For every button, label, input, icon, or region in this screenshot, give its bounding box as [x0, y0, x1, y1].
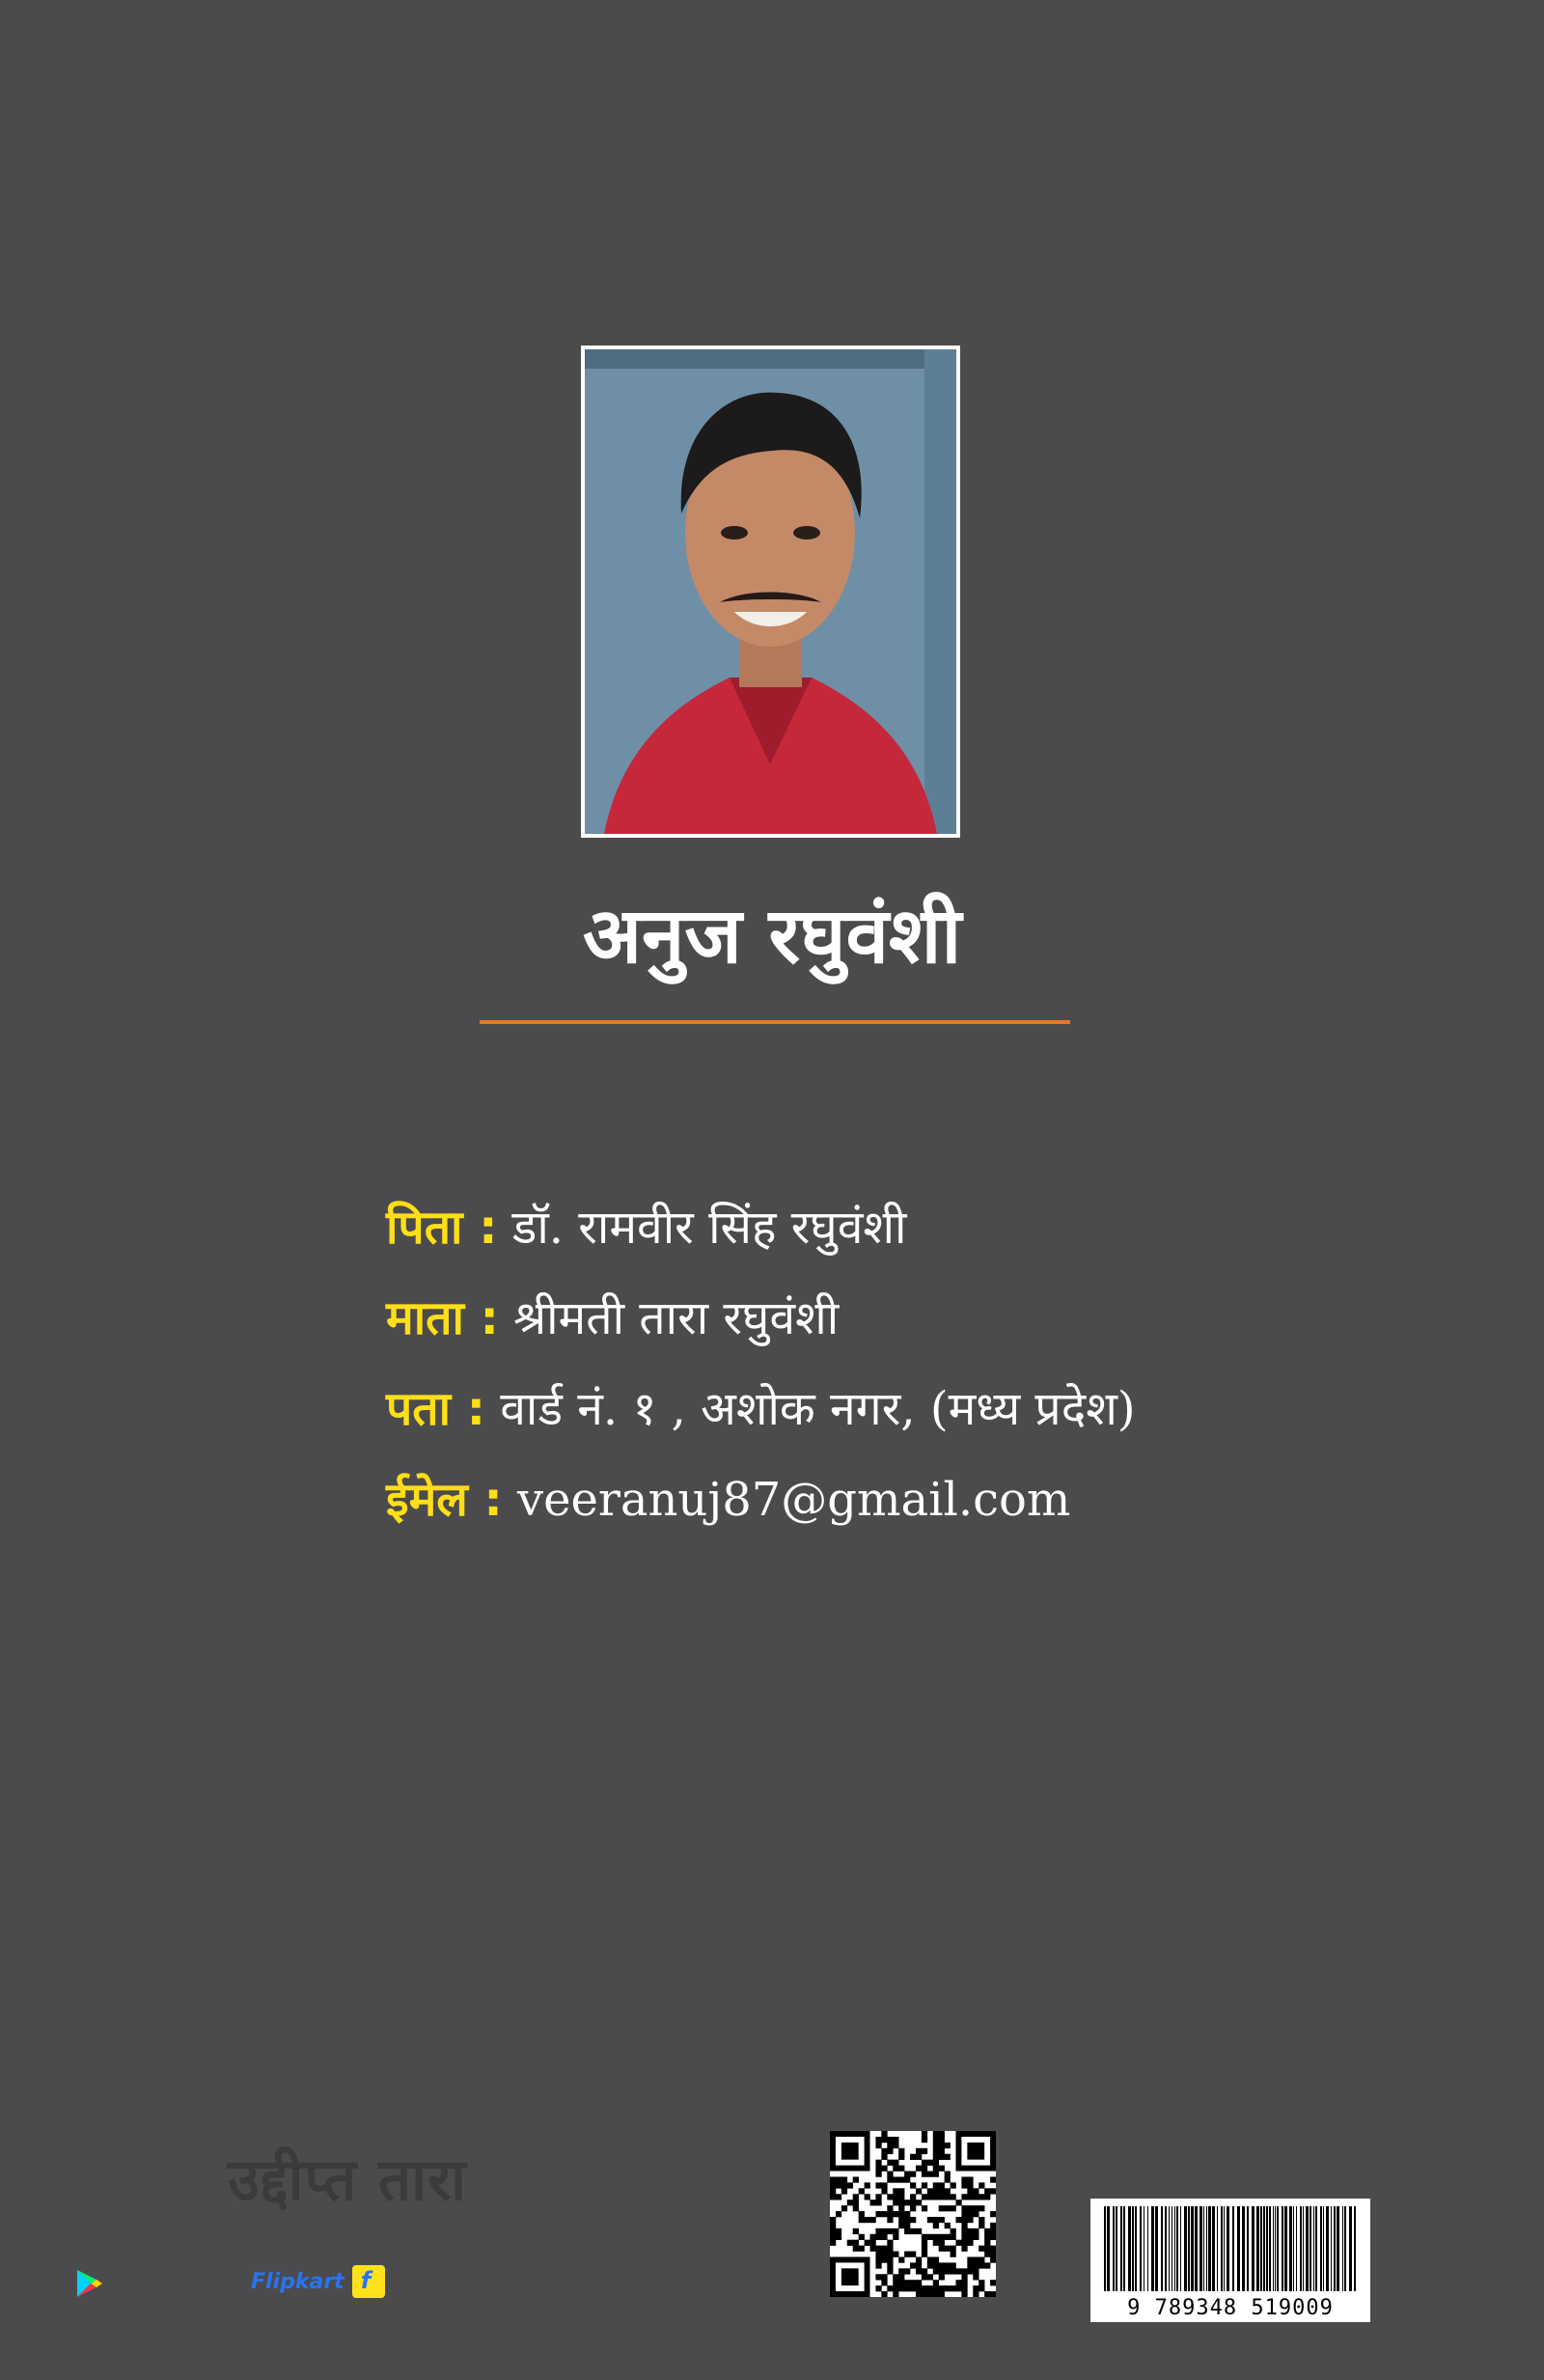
flipkart-link[interactable]: [251, 2265, 385, 2298]
flipkart-label: Flipkart: [251, 2269, 345, 2294]
email-value[interactable]: veeranuj87@gmail.com: [502, 1473, 1071, 1527]
barcode-icon: [1090, 2199, 1370, 2322]
author-portrait-image: [585, 349, 956, 834]
barcode-bars: [1100, 2206, 1361, 2291]
father-label: पिता :: [386, 1201, 498, 1255]
flipkart-icon: f: [352, 2265, 385, 2298]
address-value: वार्ड नं. १ , अशोक नगर, (मध्य प्रदेश): [484, 1382, 1136, 1436]
mother-label: माता :: [386, 1291, 499, 1345]
author-photo: [581, 346, 960, 838]
qr-code-pattern: [830, 2131, 996, 2297]
mother-row: [386, 1273, 1136, 1364]
name-divider: [480, 1020, 1070, 1024]
father-row: [386, 1182, 1136, 1273]
address-row: [386, 1364, 1136, 1454]
email-label: ईमेल :: [386, 1473, 503, 1527]
qr-code-icon[interactable]: [830, 2131, 996, 2297]
mother-value: श्रीमती तारा रघुवंशी: [498, 1291, 840, 1345]
email-row: [386, 1454, 1136, 1545]
google-play-icon[interactable]: [75, 2268, 104, 2299]
publisher-logo: उद्दीप्त तारा: [228, 2146, 467, 2214]
author-name: अनुज रघुवंशी: [582, 891, 962, 981]
address-label: पता :: [386, 1382, 485, 1436]
isbn-number: 9 789348 519009: [1127, 2296, 1334, 2320]
father-value: डॉ. रामवीर सिंह रघुवंशी: [497, 1201, 907, 1255]
author-details: [386, 1182, 1136, 1545]
